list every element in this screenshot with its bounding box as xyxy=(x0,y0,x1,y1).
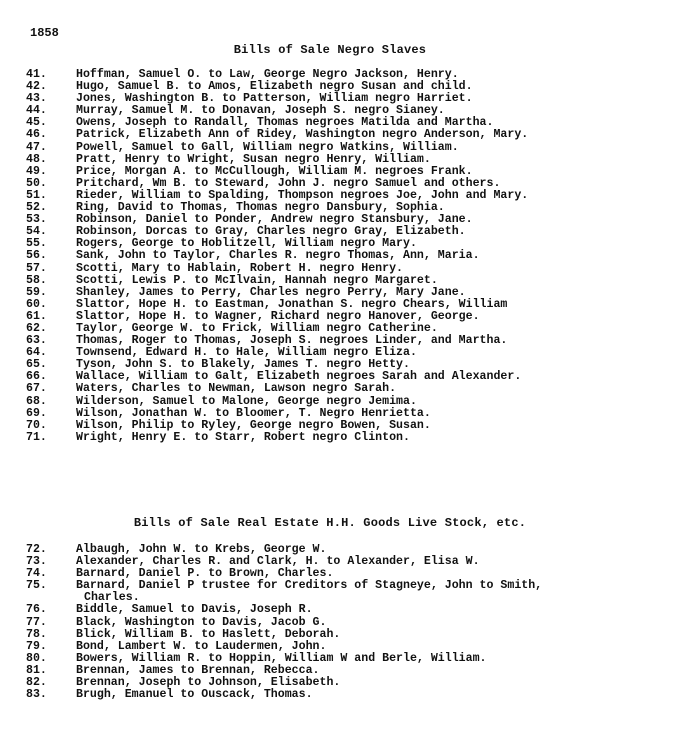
entry-text: Wallace, William to Galt, Elizabeth negroes Sarah and Alexander. xyxy=(76,370,522,384)
entry-text: Owens, Joseph to Randall, Thomas negroes Matilda and Martha. xyxy=(76,116,494,130)
entry-text: Wilson, Philip to Ryley, George negro Bowen, Susan. xyxy=(76,418,431,432)
entry-number: 59. xyxy=(26,285,47,299)
entry-number: 75. xyxy=(26,579,47,593)
list-item xyxy=(26,154,686,166)
slave-sales-list xyxy=(26,69,686,444)
entry-text: Barnard, Daniel P trustee for Creditors of Stagneye, John to Smith, xyxy=(76,579,543,593)
entry-text: Shanley, James to Perry, Charles negro Perry, Mary Jane. xyxy=(76,285,466,299)
entry-text: Bowers, William R. to Hoppin, William W and Berle, William. xyxy=(76,651,487,665)
entry-text: Barnard, Daniel P. to Brown, Charles. xyxy=(76,567,334,581)
entry-text: Tyson, John S. to Blakely, James T. negro Hetty. xyxy=(76,358,410,372)
entry-text: Black, Washington to Davis, Jacob G. xyxy=(76,615,327,629)
entry-number: 79. xyxy=(26,639,47,653)
section-title-estate: Bills of Sale Real Estate H.H. Goods Live Stock, etc. xyxy=(133,516,527,530)
entry-number: 66. xyxy=(26,370,47,384)
entry-number: 50. xyxy=(26,176,47,190)
entry-text: Robinson, Dorcas to Gray, Charles negro Gray, Elizabeth. xyxy=(76,225,466,239)
entry-number: 57. xyxy=(26,261,47,275)
list-item xyxy=(26,604,686,616)
entry-text: Slattor, Hope H. to Wagner, Richard negro Hanover, George. xyxy=(76,309,480,323)
section-title-slaves: Bills of Sale Negro Slaves xyxy=(233,43,427,57)
list-item xyxy=(26,275,686,287)
entry-text: Biddle, Samuel to Davis, Joseph R. xyxy=(76,603,313,617)
entry-number: 71. xyxy=(26,430,47,444)
entry-number: 68. xyxy=(26,394,47,408)
entry-number: 63. xyxy=(26,334,47,348)
entry-text: Pritchard, Wm B. to Steward, John J. negro Samuel and others. xyxy=(76,176,501,190)
entry-number: 49. xyxy=(26,164,47,178)
entry-number: 74. xyxy=(26,567,47,581)
entry-text: Brennan, Joseph to Johnson, Elisabeth. xyxy=(76,676,341,690)
entry-text: Rieder, William to Spalding, Thompson negroes Joe, John and Mary. xyxy=(76,188,529,202)
entry-text: Bond, Lambert W. to Laudermen, John. xyxy=(76,639,327,653)
entry-text: Jones, Washington B. to Patterson, William negro Harriet. xyxy=(76,92,473,106)
entry-number: 67. xyxy=(26,382,47,396)
page-year: 1858 xyxy=(30,26,59,40)
list-item xyxy=(26,142,686,154)
list-item xyxy=(26,629,686,641)
entry-number: 82. xyxy=(26,676,47,690)
entry-number: 61. xyxy=(26,309,47,323)
entry-text: Wright, Henry E. to Starr, Robert negro Clinton. xyxy=(76,430,410,444)
entry-text: Wilson, Jonathan W. to Bloomer, T. Negro Henrietta. xyxy=(76,406,431,420)
entry-text: Hugo, Samuel B. to Amos, Elizabeth negro Susan and child. xyxy=(76,80,473,94)
entry-number: 51. xyxy=(26,188,47,202)
list-item xyxy=(26,396,686,408)
entry-text: Slattor, Hope H. to Eastman, Jonathan S. negro Chears, William xyxy=(76,297,508,311)
entry-number: 42. xyxy=(26,80,47,94)
list-item xyxy=(26,408,686,420)
entry-number: 46. xyxy=(26,128,47,142)
list-item xyxy=(26,580,686,604)
entry-text: Robinson, Daniel to Ponder, Andrew negro Stansbury, Jane. xyxy=(76,213,473,227)
entry-text: Powell, Samuel to Gall, William negro Watkins, William. xyxy=(76,140,459,154)
entry-number: 60. xyxy=(26,297,47,311)
entry-number: 76. xyxy=(26,603,47,617)
entry-text: Patrick, Elizabeth Ann of Ridey, Washington negro Anderson, Mary. xyxy=(76,128,529,142)
entry-number: 43. xyxy=(26,92,47,106)
entry-number: 44. xyxy=(26,104,47,118)
entry-number: 47. xyxy=(26,140,47,154)
list-item xyxy=(26,432,686,444)
estate-sales-list xyxy=(26,544,686,701)
list-item xyxy=(26,383,686,395)
entry-number: 78. xyxy=(26,627,47,641)
entry-text: Thomas, Roger to Thomas, Joseph S. negroes Linder, and Martha. xyxy=(76,334,508,348)
entry-number: 62. xyxy=(26,321,47,335)
entry-number: 70. xyxy=(26,418,47,432)
entry-number: 64. xyxy=(26,346,47,360)
entry-number: 81. xyxy=(26,663,47,677)
entry-text: Scotti, Lewis P. to McIlvain, Hannah negro Margaret. xyxy=(76,273,438,287)
entry-text: Hoffman, Samuel O. to Law, George Negro Jackson, Henry. xyxy=(76,68,459,81)
list-item xyxy=(26,689,686,701)
entry-number: 58. xyxy=(26,273,47,287)
entry-text: Rogers, George to Hoblitzell, William negro Mary. xyxy=(76,237,417,251)
entry-number: 55. xyxy=(26,237,47,251)
list-item xyxy=(26,420,686,432)
entry-text: Sank, John to Taylor, Charles R. negro Thomas, Ann, Maria. xyxy=(76,249,480,263)
entry-text: Wilderson, Samuel to Malone, George negro Jemima. xyxy=(76,394,417,408)
entry-number: 69. xyxy=(26,406,47,420)
entry-number: 52. xyxy=(26,201,47,215)
entry-number: 73. xyxy=(26,555,47,569)
entry-text: Albaugh, John W. to Krebs, George W. xyxy=(76,543,327,556)
entry-number: 45. xyxy=(26,116,47,130)
entry-number: 65. xyxy=(26,358,47,372)
entry-text: Taylor, George W. to Frick, William negro Catherine. xyxy=(76,321,438,335)
entry-number: 48. xyxy=(26,152,47,166)
entry-number: 53. xyxy=(26,213,47,227)
list-item xyxy=(26,263,686,275)
entry-continuation: Charles. xyxy=(84,591,140,605)
list-item xyxy=(26,287,686,299)
entry-text: Townsend, Edward H. to Hale, William negro Eliza. xyxy=(76,346,417,360)
entry-text: Blick, William B. to Haslett, Deborah. xyxy=(76,627,341,641)
entry-number: 54. xyxy=(26,225,47,239)
entry-number: 80. xyxy=(26,651,47,665)
list-item xyxy=(26,617,686,629)
entry-number: 41. xyxy=(26,68,47,81)
entry-text: Brugh, Emanuel to Ouscack, Thomas. xyxy=(76,688,313,702)
list-item xyxy=(26,250,686,262)
entry-text: Scotti, Mary to Hablain, Robert H. negro Henry. xyxy=(76,261,403,275)
entry-text: Ring, David to Thomas, Thomas negro Dansbury, Sophia. xyxy=(76,201,445,215)
entry-text: Waters, Charles to Newman, Lawson negro Sarah. xyxy=(76,382,397,396)
entry-text: Alexander, Charles R. and Clark, H. to Alexander, Elisa W. xyxy=(76,555,480,569)
entry-number: 77. xyxy=(26,615,47,629)
entry-text: Brennan, James to Brennan, Rebecca. xyxy=(76,663,320,677)
list-item xyxy=(26,129,686,141)
entry-text: Pratt, Henry to Wright, Susan negro Henry, William. xyxy=(76,152,431,166)
entry-text: Price, Morgan A. to McCullough, William M. negroes Frank. xyxy=(76,164,473,178)
entry-number: 83. xyxy=(26,688,47,702)
entry-text: Murray, Samuel M. to Donavan, Joseph S. negro Sianey. xyxy=(76,104,445,118)
entry-number: 72. xyxy=(26,543,47,556)
entry-number: 56. xyxy=(26,249,47,263)
